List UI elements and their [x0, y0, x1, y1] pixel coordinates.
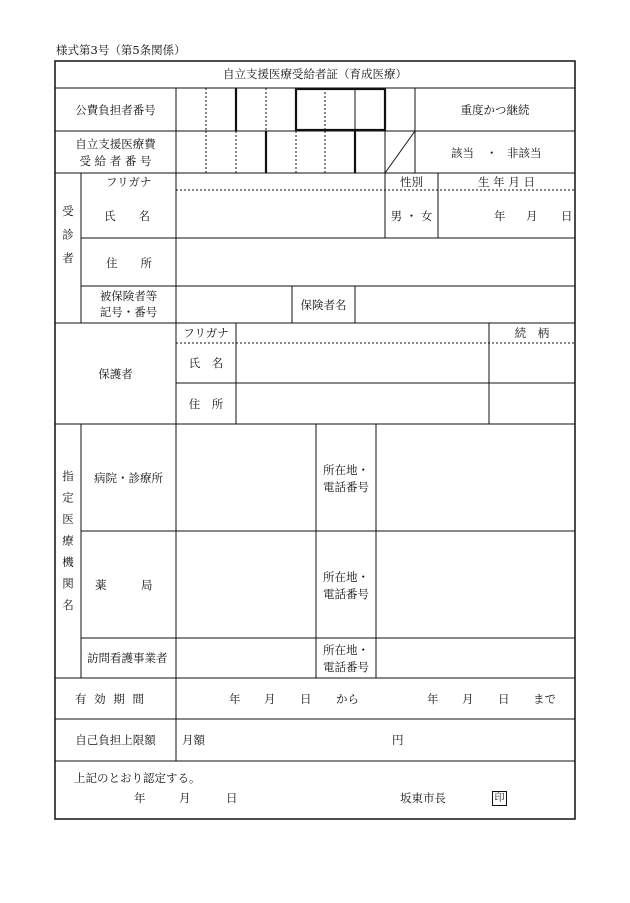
- page-title: 自立支援医療受給者証（育成医療）: [223, 67, 407, 81]
- insurer-name-label: 保険者名: [300, 298, 347, 312]
- seal-mark: 印: [492, 791, 507, 806]
- insured-label-line1: 被保険者等: [99, 289, 158, 303]
- validity-to-month: 月: [462, 692, 474, 706]
- validity-to-year: 年: [427, 692, 439, 706]
- dob-month: 月: [526, 209, 538, 223]
- gender-label: 性別: [400, 175, 423, 189]
- form-id: 様式第3号（第5条関係）: [56, 43, 186, 57]
- dob-year: 年: [494, 209, 506, 223]
- validity-label: 有 効 期 間: [75, 692, 146, 706]
- patient-address-label: 住 所: [106, 256, 152, 270]
- patient-section-label: 受診者: [61, 205, 75, 276]
- nursing-location-line1: 所在地・: [323, 643, 369, 657]
- patient-name-label: 氏 名: [104, 209, 150, 223]
- dob-day: 日: [561, 209, 573, 223]
- not-applicable-option[interactable]: 非該当: [507, 146, 542, 160]
- medical-section-label: 指定医療機関名: [61, 470, 75, 621]
- hospital-location-line1: 所在地・: [323, 463, 369, 477]
- pharmacy-location-line2: 電話番号: [323, 587, 369, 601]
- validity-from-day: 日: [300, 692, 312, 706]
- hospital-label: 病院・診療所: [94, 471, 163, 485]
- validity-from-month: 月: [264, 692, 276, 706]
- patient-furigana-label: フリガナ: [106, 175, 152, 189]
- nursing-location-line2: 電話番号: [323, 660, 369, 674]
- severe-continuing-label: 重度かつ継続: [460, 103, 530, 117]
- cert-month: 月: [179, 791, 191, 805]
- nursing-label: 訪問看護事業者: [87, 651, 168, 665]
- pharmacy-location-line1: 所在地・: [323, 570, 369, 584]
- limit-yen: 円: [392, 733, 404, 747]
- limit-label: 自己負担上限額: [75, 733, 156, 747]
- validity-to: まで: [533, 692, 556, 706]
- limit-monthly: 月額: [182, 733, 205, 747]
- cert-year: 年: [134, 791, 146, 805]
- pharmacy-label: 薬 局: [95, 578, 153, 592]
- guardian-name-label: 氏 名: [188, 356, 224, 370]
- cert-day: 日: [226, 791, 238, 805]
- dob-label: 生 年 月 日: [478, 175, 535, 189]
- guardian-relation-label: 続 柄: [514, 326, 550, 340]
- recipient-label-line1: 自立支援医療費: [75, 137, 156, 151]
- guardian-address-label: 住 所: [188, 397, 224, 411]
- validity-to-day: 日: [498, 692, 510, 706]
- recipient-label-line2: 受 給 者 番 号: [79, 154, 152, 168]
- gender-value[interactable]: 男 ・ 女: [390, 209, 433, 223]
- option-separator: ・: [486, 146, 498, 160]
- public-burden-label: 公費負担者番号: [75, 103, 156, 117]
- guardian-furigana-label: フリガナ: [183, 326, 229, 340]
- applicable-option[interactable]: 該当: [451, 146, 474, 160]
- validity-from: から: [336, 692, 359, 706]
- hospital-location-line2: 電話番号: [323, 480, 369, 494]
- validity-from-year: 年: [229, 692, 241, 706]
- certified-text: 上記のとおり認定する。: [74, 771, 201, 785]
- mayor-label: 坂東市長: [400, 791, 446, 805]
- guardian-section-label: 保護者: [98, 367, 133, 381]
- insured-label-line2: 記号・番号: [99, 305, 158, 319]
